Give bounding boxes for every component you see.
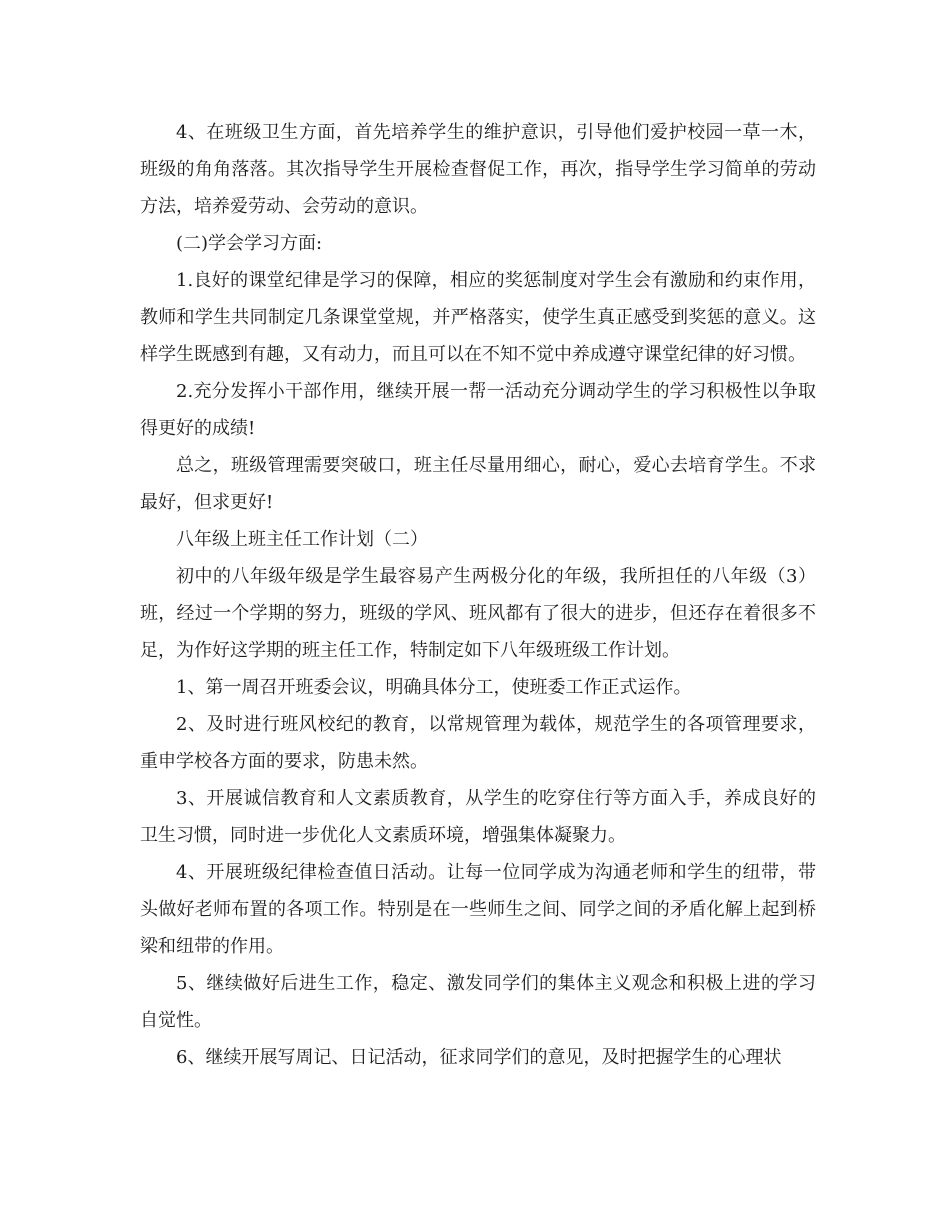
paragraph-sanitation: 4、在班级卫生方面，首先培养学生的维护意识，引导他们爱护校园一草一木，班级的角角落落。其次指导学生开展检查督促工作，再次，指导学生学习简单的劳动方法，培养爱劳动、会劳动的意识。 [140, 122, 816, 217]
paragraph-class-cadres: 2.充分发挥小干部作用，继续开展一帮一活动充分调动学生的学习积极性以争取得更好的成绩! [140, 381, 816, 439]
paragraph-summary: 总之，班级管理需要突破口，班主任尽量用细心，耐心，爱心去培育学生。不求最好，但求更好! [140, 455, 816, 513]
section-heading-learning: (二)学会学习方面: [176, 233, 323, 254]
plan-item-3: 3、开展诚信教育和人文素质教育，从学生的吃穿住行等方面入手，养成良好的卫生习惯，同时进一步优化人文素质环境，增强集体凝聚力。 [140, 788, 816, 846]
plan-item-4: 4、开展班级纪律检查值日活动。让每一位同学成为沟通老师和学生的纽带，带头做好老师布置的各项工作。特别是在一些师生之间、同学之间的矛盾化解上起到桥梁和纽带的作用。 [140, 862, 816, 957]
plan-item-2: 2、及时进行班风校纪的教育，以常规管理为载体，规范学生的各项管理要求，重申学校各方面的要求，防患未然。 [140, 714, 816, 772]
document-page [140, 114, 816, 1076]
paragraph-classroom-discipline: 1.良好的课堂纪律是学习的保障，相应的奖惩制度对学生会有激励和约束作用，教师和学生共同制定几条课堂堂规，并严格落实，使学生真正感受到奖惩的意义。这样学生既感到有趣，又有动力，而且可以在不知不觉中养成遵守课堂纪律的好习惯。 [140, 270, 816, 365]
paragraph-intro: 初中的八年级年级是学生最容易产生两极分化的年级，我所担任的八年级（3）班，经过一个学期的努力，班级的学风、班风都有了很大的进步，但还存在着很多不足，为作好这学期的班主任工作，特制定如下八年级班级工作计划。 [140, 566, 816, 661]
document-subtitle: 八年级上班主任工作计划（二） [176, 529, 428, 550]
plan-item-1: 1、第一周召开班委会议，明确具体分工，使班委工作正式运作。 [176, 677, 692, 698]
plan-item-6: 6、继续开展写周记、日记活动，征求同学们的意见，及时把握学生的心理状 [176, 1047, 782, 1068]
plan-item-5: 5、继续做好后进生工作，稳定、激发同学们的集体主义观念和积极上进的学习自觉性。 [140, 973, 816, 1031]
